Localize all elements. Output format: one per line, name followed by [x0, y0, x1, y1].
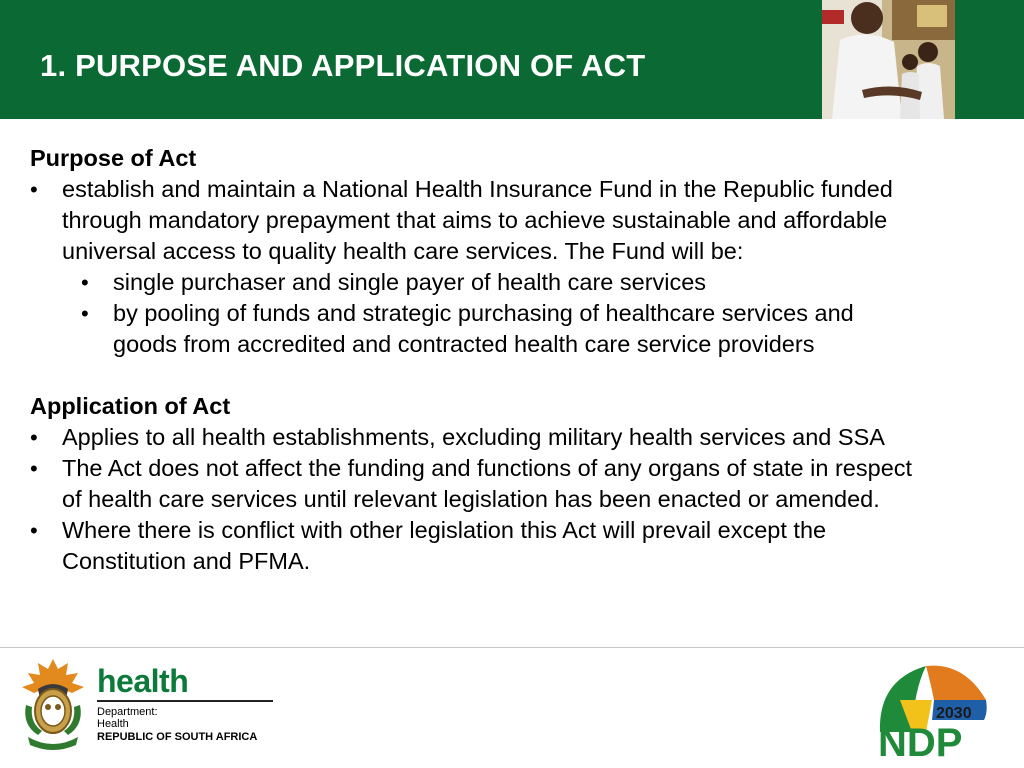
bullet-dot: •: [30, 456, 38, 481]
purpose-sub-bullet-2: [30, 298, 1010, 360]
purpose-bullet-1: [30, 174, 1010, 267]
bullet-line: universal access to quality health care services. The Fund will be:: [62, 238, 744, 264]
bullet-dot: •: [30, 425, 38, 450]
bullet-line: by pooling of funds and strategic purchasing of healthcare services and: [113, 300, 854, 326]
ndp-2030-logo: [874, 660, 990, 760]
application-bullet-3: [30, 515, 1010, 577]
ndp-year-text: 2030: [936, 705, 972, 722]
purpose-heading: Purpose of Act: [30, 145, 197, 171]
bullet-line: Applies to all health establishments, excluding military health services and SSA: [62, 424, 885, 450]
footer-divider: [0, 647, 1024, 648]
header-photo: [822, 0, 955, 119]
bullet-dot: •: [81, 301, 89, 326]
bullet-dot: •: [30, 518, 38, 543]
bullet-line: single purchaser and single payer of health care services: [113, 269, 707, 295]
application-bullet-2: [30, 453, 1010, 515]
bullet-line: through mandatory prepayment that aims to achieve sustainable and affordable: [62, 207, 888, 233]
health-logo-rule: [97, 700, 273, 702]
ndp-letters-text: NDP: [878, 721, 963, 760]
coat-of-arms-icon: [16, 655, 90, 751]
bullet-line: of health care services until relevant legislation has been enacted or amended.: [62, 486, 880, 512]
health-logo-text: health: [97, 663, 189, 699]
slide-title: 1. PURPOSE AND APPLICATION OF ACT: [40, 48, 646, 83]
dept-line-3: REPUBLIC OF SOUTH AFRICA: [97, 731, 258, 743]
dept-line-1: Department:: [97, 706, 158, 718]
bullet-dot: •: [30, 177, 38, 202]
application-heading: Application of Act: [30, 393, 231, 419]
bullet-line: Where there is conflict with other legislation this Act will prevail except the: [62, 517, 827, 543]
dept-line-2: Health: [97, 718, 129, 730]
bullet-line: establish and maintain a National Health Insurance Fund in the Republic funded: [62, 176, 893, 202]
bullet-line: Constitution and PFMA.: [62, 548, 311, 574]
purpose-sub-bullet-1: [30, 267, 1010, 298]
bullet-line: goods from accredited and contracted health care service providers: [113, 331, 815, 357]
slide-content: [30, 143, 1010, 577]
slide-header: [0, 0, 1024, 119]
bullet-dot: •: [81, 270, 89, 295]
application-bullet-1: [30, 422, 1010, 453]
bullet-line: The Act does not affect the funding and functions of any organs of state in respect: [62, 455, 913, 481]
